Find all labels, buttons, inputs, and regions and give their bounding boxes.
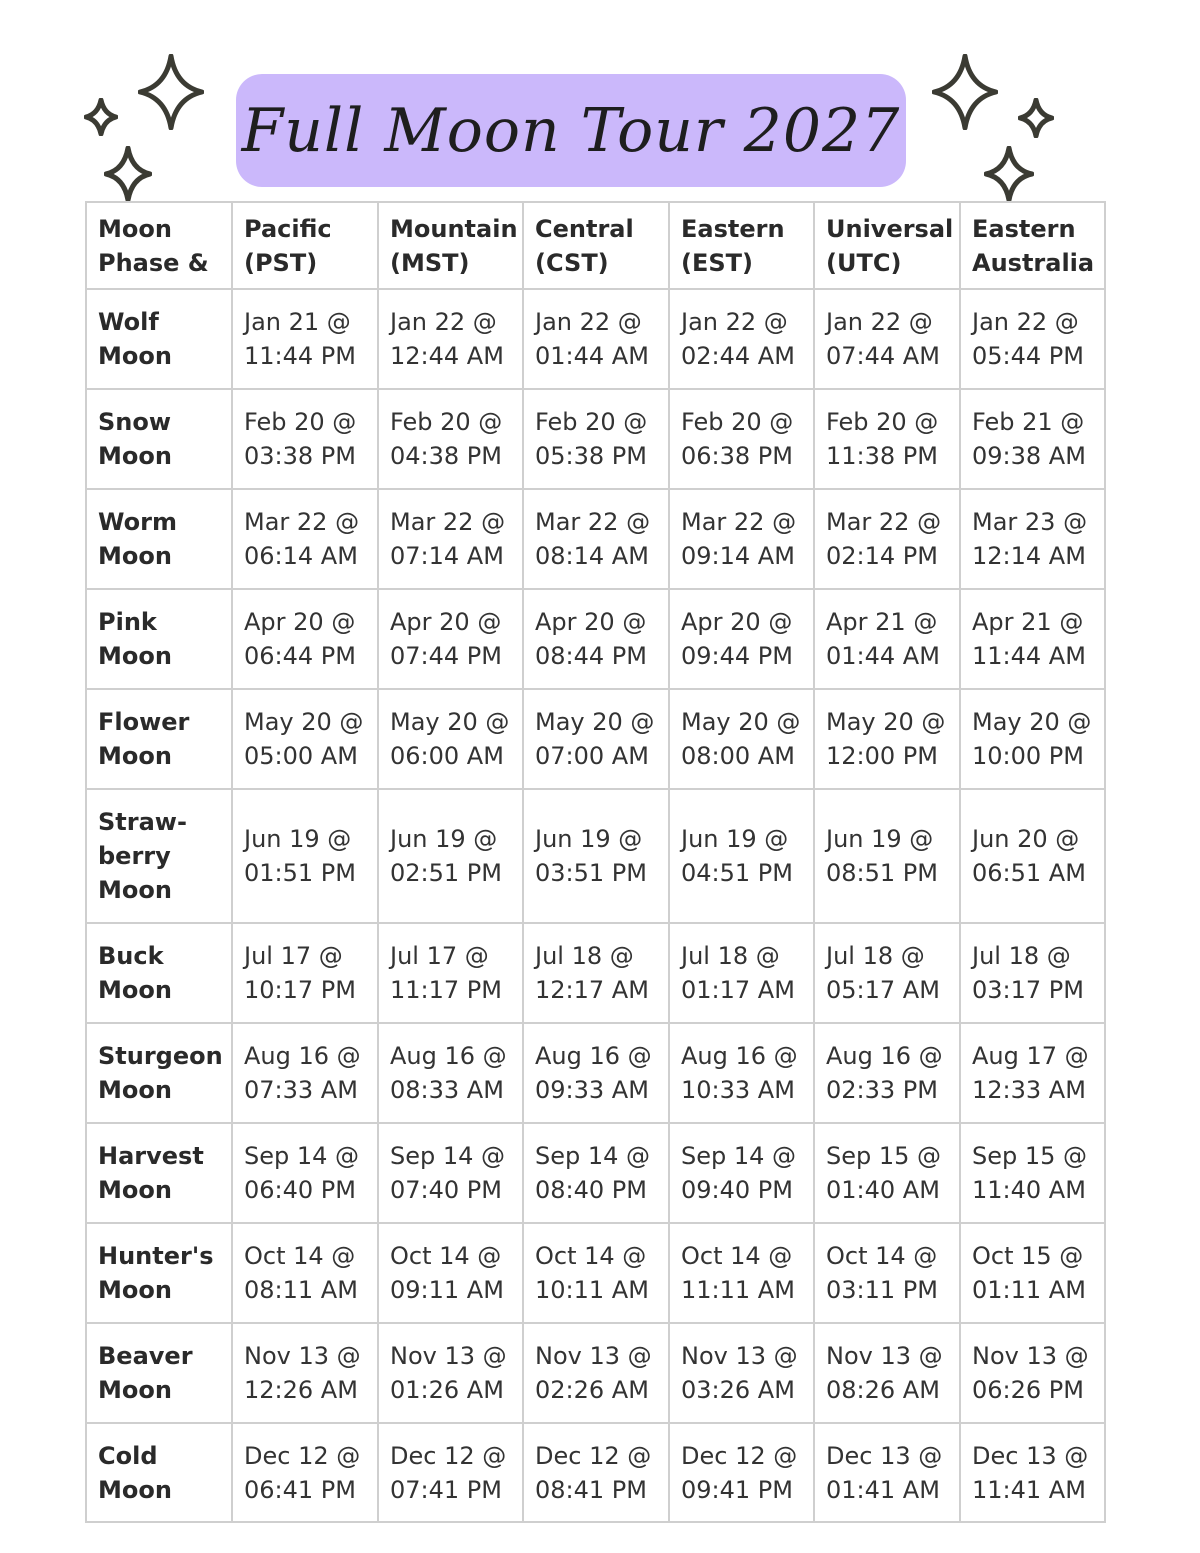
header-eastern-australia: Eastern Australia [960,202,1105,289]
time-cell: Aug 16 @ 02:33 PM [814,1023,960,1123]
time-cell: Apr 20 @ 06:44 PM [232,589,378,689]
header-mountain: Mountain (MST) [378,202,523,289]
table-row [86,1323,1105,1423]
table-row [86,789,1105,923]
time-cell: Aug 16 @ 07:33 AM [232,1023,378,1123]
header-pacific: Pacific (PST) [232,202,378,289]
time-cell: Dec 12 @ 08:41 PM [523,1423,669,1522]
time-cell: Dec 13 @ 01:41 AM [814,1423,960,1522]
time-cell: Nov 13 @ 08:26 AM [814,1323,960,1423]
time-cell: Jul 18 @ 12:17 AM [523,923,669,1023]
time-cell: Dec 13 @ 11:41 AM [960,1423,1105,1522]
table-row [86,923,1105,1023]
time-cell: Dec 12 @ 07:41 PM [378,1423,523,1522]
time-cell: May 20 @ 08:00 AM [669,689,814,789]
time-cell: Aug 17 @ 12:33 AM [960,1023,1105,1123]
time-cell: Apr 20 @ 09:44 PM [669,589,814,689]
time-cell: Sep 14 @ 07:40 PM [378,1123,523,1223]
time-cell: Oct 14 @ 10:11 AM [523,1223,669,1323]
table-row [86,489,1105,589]
time-cell: Feb 21 @ 09:38 AM [960,389,1105,489]
time-cell: Sep 14 @ 09:40 PM [669,1123,814,1223]
time-cell: Nov 13 @ 06:26 PM [960,1323,1105,1423]
header-universal: Universal (UTC) [814,202,960,289]
time-cell: Oct 14 @ 03:11 PM [814,1223,960,1323]
time-cell: Jul 18 @ 01:17 AM [669,923,814,1023]
time-cell: Feb 20 @ 05:38 PM [523,389,669,489]
time-cell: Aug 16 @ 08:33 AM [378,1023,523,1123]
time-cell: Jan 22 @ 07:44 AM [814,289,960,389]
time-cell: Oct 14 @ 11:11 AM [669,1223,814,1323]
time-cell: Jun 19 @ 04:51 PM [669,789,814,923]
time-cell: Jun 19 @ 03:51 PM [523,789,669,923]
time-cell: Oct 15 @ 01:11 AM [960,1223,1105,1323]
header-eastern: Eastern (EST) [669,202,814,289]
time-cell: Feb 20 @ 06:38 PM [669,389,814,489]
sparkle-icon [104,146,152,202]
time-cell: Feb 20 @ 11:38 PM [814,389,960,489]
table-row [86,1023,1105,1123]
page-title: Full Moon Tour 2027 [241,95,901,166]
header-central: Central (CST) [523,202,669,289]
time-cell: Jun 19 @ 08:51 PM [814,789,960,923]
time-cell: Apr 21 @ 11:44 AM [960,589,1105,689]
moon-phase-cell: Beaver Moon [86,1323,232,1423]
table-row [86,1123,1105,1223]
time-cell: Mar 22 @ 08:14 AM [523,489,669,589]
time-cell: Aug 16 @ 10:33 AM [669,1023,814,1123]
table-row [86,289,1105,389]
sparkle-icon [138,54,204,130]
time-cell: Jan 22 @ 05:44 PM [960,289,1105,389]
time-cell: Apr 20 @ 07:44 PM [378,589,523,689]
time-cell: Jul 18 @ 03:17 PM [960,923,1105,1023]
time-cell: May 20 @ 10:00 PM [960,689,1105,789]
moon-phase-cell: Wolf Moon [86,289,232,389]
time-cell: Feb 20 @ 04:38 PM [378,389,523,489]
moon-phase-cell: Snow Moon [86,389,232,489]
time-cell: Nov 13 @ 03:26 AM [669,1323,814,1423]
time-cell: Jun 20 @ 06:51 AM [960,789,1105,923]
table-row [86,1423,1105,1522]
moon-phase-cell: Flower Moon [86,689,232,789]
time-cell: Sep 15 @ 01:40 AM [814,1123,960,1223]
table-row [86,689,1105,789]
time-cell: Feb 20 @ 03:38 PM [232,389,378,489]
moon-phase-cell: Worm Moon [86,489,232,589]
time-cell: Mar 23 @ 12:14 AM [960,489,1105,589]
time-cell: Jul 17 @ 10:17 PM [232,923,378,1023]
time-cell: Sep 14 @ 06:40 PM [232,1123,378,1223]
time-cell: Dec 12 @ 09:41 PM [669,1423,814,1522]
moon-phase-cell: Hunter's Moon [86,1223,232,1323]
time-cell: Jun 19 @ 01:51 PM [232,789,378,923]
time-cell: Jan 22 @ 12:44 AM [378,289,523,389]
time-cell: Mar 22 @ 07:14 AM [378,489,523,589]
time-cell: Apr 21 @ 01:44 AM [814,589,960,689]
full-moon-table [85,201,1106,1523]
time-cell: Oct 14 @ 08:11 AM [232,1223,378,1323]
time-cell: Jan 22 @ 02:44 AM [669,289,814,389]
title-banner [236,74,906,187]
sparkle-icon [984,146,1034,202]
sparkle-icon [932,54,998,130]
time-cell: Mar 22 @ 02:14 PM [814,489,960,589]
time-cell: May 20 @ 05:00 AM [232,689,378,789]
time-cell: May 20 @ 12:00 PM [814,689,960,789]
time-cell: May 20 @ 06:00 AM [378,689,523,789]
time-cell: Aug 16 @ 09:33 AM [523,1023,669,1123]
moon-phase-cell: Cold Moon [86,1423,232,1522]
moon-phase-cell: Harvest Moon [86,1123,232,1223]
moon-phase-cell: Sturgeon Moon [86,1023,232,1123]
table-row [86,1223,1105,1323]
time-cell: Jan 22 @ 01:44 AM [523,289,669,389]
moon-phase-cell: Buck Moon [86,923,232,1023]
moon-phase-cell: Straw- berry Moon [86,789,232,923]
moon-phase-cell: Pink Moon [86,589,232,689]
time-cell: Mar 22 @ 06:14 AM [232,489,378,589]
table-header-row [86,202,1105,289]
time-cell: Dec 12 @ 06:41 PM [232,1423,378,1522]
time-cell: Oct 14 @ 09:11 AM [378,1223,523,1323]
time-cell: Jul 18 @ 05:17 AM [814,923,960,1023]
time-cell: Sep 15 @ 11:40 AM [960,1123,1105,1223]
table-row [86,389,1105,489]
time-cell: Jun 19 @ 02:51 PM [378,789,523,923]
sparkle-icon [84,98,118,136]
header-moon-phase: Moon Phase & [86,202,232,289]
time-cell: Sep 14 @ 08:40 PM [523,1123,669,1223]
table-row [86,589,1105,689]
time-cell: Nov 13 @ 12:26 AM [232,1323,378,1423]
time-cell: Apr 20 @ 08:44 PM [523,589,669,689]
time-cell: May 20 @ 07:00 AM [523,689,669,789]
sparkle-icon [1018,98,1054,138]
time-cell: Nov 13 @ 01:26 AM [378,1323,523,1423]
time-cell: Jan 21 @ 11:44 PM [232,289,378,389]
time-cell: Jul 17 @ 11:17 PM [378,923,523,1023]
time-cell: Nov 13 @ 02:26 AM [523,1323,669,1423]
time-cell: Mar 22 @ 09:14 AM [669,489,814,589]
